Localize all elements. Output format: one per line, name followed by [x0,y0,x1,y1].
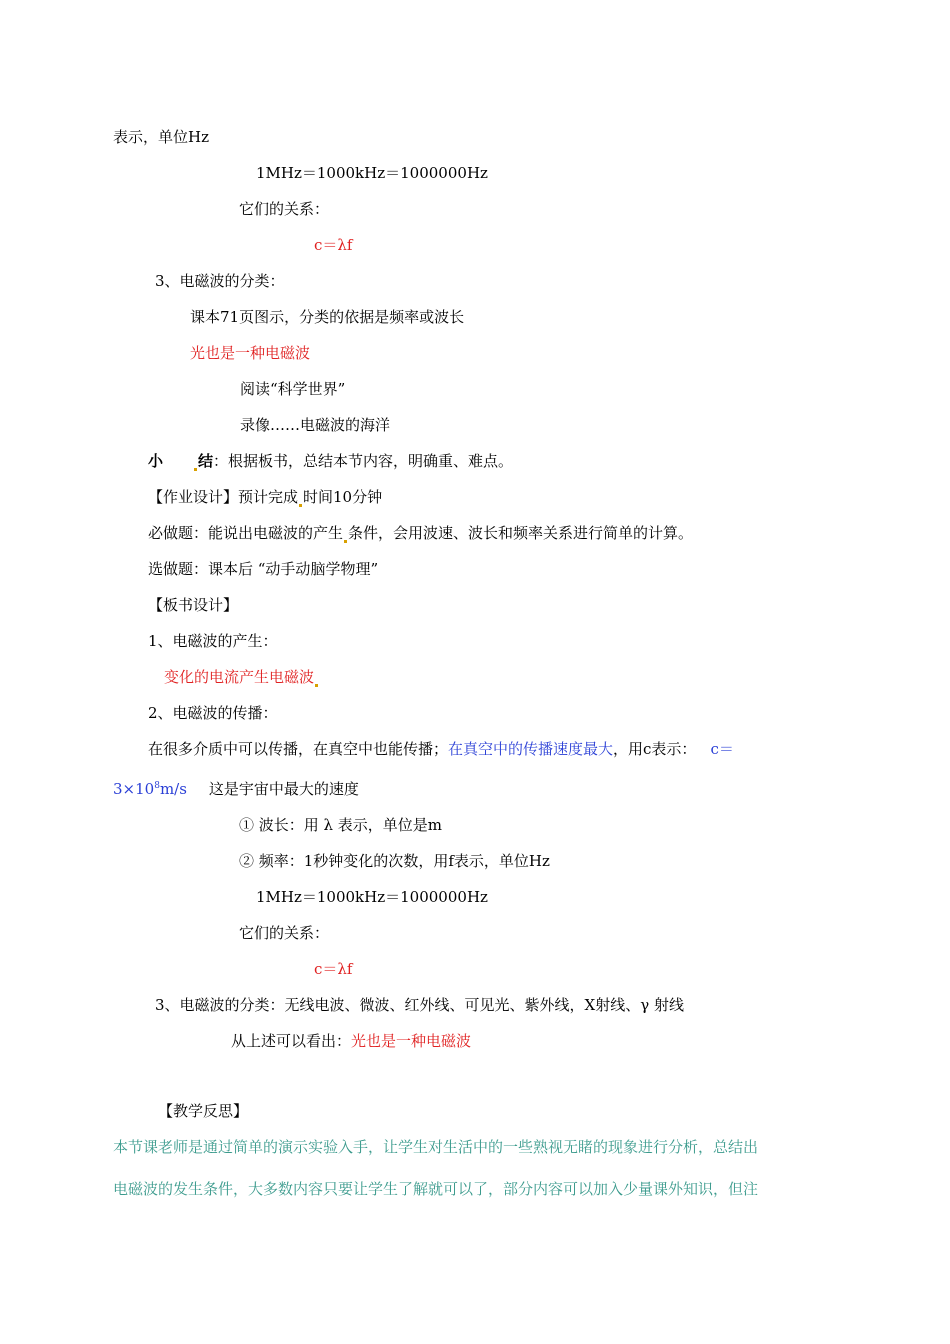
summary-label-b: 结 [198,452,214,470]
reflection-text: 电磁波的发生条件，大多数内容只要让学生了解就可以了，部分内容可以加入少量课外知识，但注 [113,1180,759,1198]
homework-label: 【作业设计】预计完成 [148,488,299,506]
text-line: 它们的关系： [239,200,330,218]
classification-line: 3、电磁波的分类：无线电波、微波、红外线、可见光、紫外线，X射线、γ 射线 [155,996,684,1014]
frequency-line: ② 频率：1秒钟变化的次数，用f表示，单位Hz [239,852,550,870]
required-question-b: 条件，会用波速、波长和频率关系进行简单的计算。 [348,524,694,542]
propagation-text-2: ，用c表示： [613,740,697,758]
wavelength-line: ① 波长：用 λ 表示，单位是m [239,816,443,834]
speed-formula-start: c＝ [710,740,734,758]
homework-time: 时间10分钟 [303,488,383,506]
text-line: 阅读“科学世界” [240,380,346,398]
required-question-a: 必做题：能说出电磁波的产生 [148,524,344,542]
summary-line [148,451,513,471]
formula-wave-relation: c＝λf [314,960,353,978]
summary-text: ：根据板书，总结本节内容，明确重、难点。 [213,452,514,470]
conclusion-text: 从上述可以看出： [231,1032,352,1050]
optional-question: 选做题：课本后 “动手动脑学物理” [148,560,379,578]
highlight-text-content: 变化的电流产生电磁波 [164,668,315,686]
propagation-highlight: 在真空中的传播速度最大 [448,740,614,758]
speed-line [113,779,359,799]
board-design-heading: 【板书设计】 [148,596,239,614]
speed-value: $3\times 10^8m/s$ [113,780,187,798]
text-line: 它们的关系： [239,924,330,942]
section-heading: 1、电磁波的产生： [148,632,278,650]
conclusion-highlight: 光也是一种电磁波 [351,1032,472,1050]
reflection-heading: 【教学反思】 [158,1102,249,1120]
text-line: 录像……电磁波的海洋 [240,416,391,434]
text-line: 表示，单位Hz [113,128,209,146]
summary-label-a: 小 [148,452,164,470]
text-line: 课本71页图示，分类的依据是频率或波长 [190,308,465,326]
propagation-line [148,739,734,759]
section-heading: 2、电磁波的传播： [148,704,278,722]
required-question [148,523,693,543]
highlight-text [164,667,319,687]
formula-frequency-units: 1MHz＝1000kHz＝1000000Hz [256,164,488,182]
propagation-text: 在很多介质中可以传播，在真空中也能传播； [148,740,449,758]
homework-line [148,487,382,507]
formula-wave-relation: c＝λf [314,236,353,254]
reflection-text: 本节课老师是通过简单的演示实验入手，让学生对生活中的一些熟视无睹的现象进行分析，总结出 [113,1138,759,1156]
section-heading: 3、电磁波的分类： [155,272,285,290]
formula-frequency-units: 1MHz＝1000kHz＝1000000Hz [256,888,488,906]
highlight-text: 光也是一种电磁波 [190,344,311,362]
conclusion-line [231,1031,471,1051]
speed-note: 这是宇宙中最大的速度 [208,780,359,798]
